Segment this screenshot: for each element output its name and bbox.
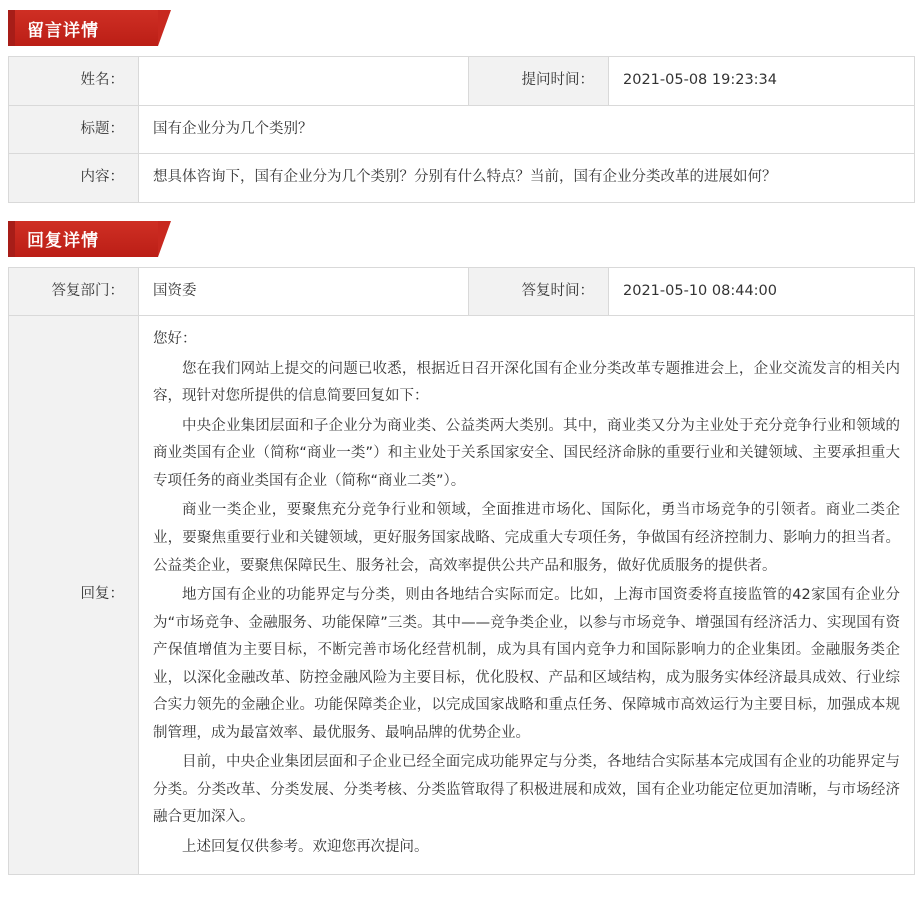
banner-accent-bar <box>8 10 15 46</box>
banner-accent-bar <box>8 221 15 257</box>
department-value: 国资委 <box>139 267 469 316</box>
department-label: 答复部门： <box>9 267 139 316</box>
content-label: 内容： <box>9 154 139 203</box>
reply-paragraph: 您在我们网站上提交的问题已收悉，根据近日召开深化国有企业分类改革专题推进会上，企业交流发言的相关内容，现针对您所提供的信息简要回复如下： <box>153 360 900 405</box>
reply-body <box>139 316 915 874</box>
reply-paragraph: 中央企业集团层面和子企业分为商业类、公益类两大类别。其中，商业类又分为主业处于充分竞争行业和领域的商业类国有企业（简称“商业一类”）和主业处于关系国家安全、国民经济命脉的重要行业和关键领域、主要承担重大专项任务的商业类国有企业（简称“商业二类”）。 <box>153 417 900 489</box>
table-row <box>9 316 915 874</box>
reply-paragraph: 您好： <box>153 331 197 348</box>
banner-body <box>15 221 158 257</box>
ask-time-label: 提问时间： <box>469 57 609 106</box>
ask-time-value: 2021-05-08 19:23:34 <box>609 57 915 106</box>
reply-time-label: 答复时间： <box>469 267 609 316</box>
name-value <box>139 57 469 106</box>
message-section-banner <box>8 10 158 46</box>
reply-time-value: 2021-05-10 08:44:00 <box>609 267 915 316</box>
reply-paragraph: 商业一类企业，要聚焦充分竞争行业和领域，全面推进市场化、国际化，勇当市场竞争的引领者。商业二类企业，要聚焦重要行业和关键领域，更好服务国家战略、完成重大专项任务，争做国有经济控制力、影响力的担当者。公益类企业，要聚焦保障民生、服务社会，高效率提供公共产品和服务，做好优质服务的提供者。 <box>153 502 900 574</box>
banner-body <box>15 10 158 46</box>
table-row <box>9 154 915 203</box>
reply-paragraph: 上述回复仅供参考。欢迎您再次提问。 <box>182 839 429 856</box>
table-row <box>9 57 915 106</box>
message-section-title: 留言详情 <box>27 20 99 41</box>
content-value: 想具体咨询下，国有企业分为几个类别？分别有什么特点？当前，国有企业分类改革的进展如何？ <box>139 154 915 203</box>
reply-section-banner <box>8 221 158 257</box>
table-row <box>9 267 915 316</box>
reply-paragraph: 目前，中央企业集团层面和子企业已经全面完成功能界定与分类，各地结合实际基本完成国有企业的功能界定与分类。分类改革、分类发展、分类考核、分类监管取得了积极进展和成效，国有企业功能定位更加清晰，与市场经济融合更加深入。 <box>153 754 900 826</box>
title-label: 标题： <box>9 105 139 154</box>
page-root <box>0 10 923 911</box>
reply-label: 回复： <box>9 316 139 874</box>
reply-section-title: 回复详情 <box>27 231 99 252</box>
message-info-table <box>8 56 915 203</box>
table-row <box>9 105 915 154</box>
reply-info-table <box>8 267 915 875</box>
name-label: 姓名： <box>9 57 139 106</box>
title-value: 国有企业分为几个类别？ <box>139 105 915 154</box>
reply-paragraph: 地方国有企业的功能界定与分类，则由各地结合实际而定。比如，上海市国资委将直接监管的42家国有企业分为“市场竞争、金融服务、功能保障”三类。其中——竞争类企业，以参与市场竞争、增强国有经济活力、实现国有资产保值增值为主要目标，不断完善市场化经营机制，成为具有国内竞争力和国际影响力的企业集团。金融服务类企业，以深化金融改革、防控金融风险为主要目标，优化股权、产品和区域结构，成为服务实体经济最具成效、行业综合实力领先的金融企业。功能保障类企业，以完成国家战略和重点任务、保障城市高效运行为主要目标，加强成本规制管理，成为最富效率、最优服务、最响品牌的优势企业。 <box>153 587 900 741</box>
